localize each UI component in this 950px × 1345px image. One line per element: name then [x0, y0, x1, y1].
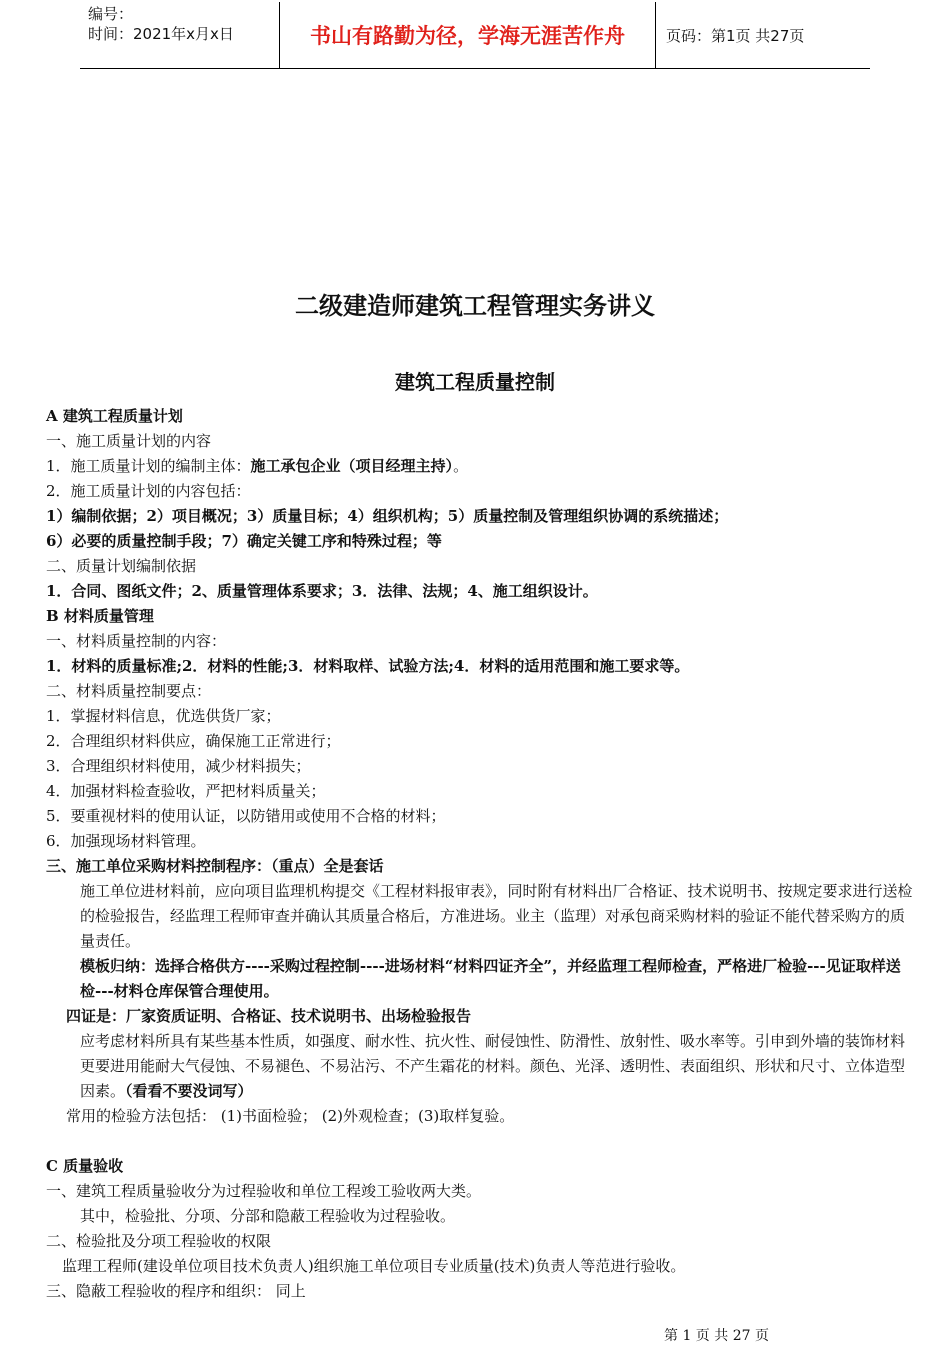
paragraph: 施工单位进材料前，应向项目监理机构提交《工程材料报审表》，同时附有材料出厂合格证、技术说明书、按规定要求进行送检的检验报告，经监理工程师审查并确认其质量合格后，方准进场。业主（监理）对承包商采购材料的验证不能代替采购方的质量责任。: [80, 882, 913, 950]
text-line: 四证是：厂家资质证明、合格证、技术说明书、出场检验报告: [66, 1007, 472, 1025]
text-line: 一、施工质量计划的内容: [46, 432, 212, 450]
list-item: 1．掌握材料信息，优选供货厂家；: [46, 707, 281, 725]
text-run: 1．施工质量计划的编制主体：: [46, 457, 251, 475]
time-label: 时间：2021年x月x日: [88, 25, 234, 43]
header-motto: 书山有路勤为径，学海无涯苦作舟: [280, 2, 656, 68]
heading-b: B 材料质量管理: [46, 607, 154, 625]
spacer: [46, 1129, 918, 1154]
text-line: 一、建筑工程质量验收分为过程验收和单位工程竣工验收两大类。: [46, 1182, 482, 1200]
list-item: 4．加强材料检查验收，严把材料质量关；: [46, 782, 326, 800]
text-line: 2．施工质量计划的内容包括：: [46, 482, 251, 500]
text-line: 监理工程师(建设单位项目技术负责人)组织施工单位项目专业质量(技术)负责人等范进行验收。: [62, 1257, 686, 1275]
text-run: 应考虑材料所具有某些基本性质，如强度、耐水性、抗火性、耐侵蚀性、防滑性、放射性、吸水率等。引申到外墙的装饰材料更要进用能耐大气侵蚀、不易褪色、不易沾污、不产生霜花的材料。颜色、光泽、透明性、表面组织、形状和尺寸、立体造型因素。: [80, 1032, 906, 1100]
paragraph: 模板归纳：选择合格供方----采购过程控制----进场材料“材料四证齐全”，并经监理工程师检查，严格进厂检验---见证取样送检---材料仓库保管合理使用。: [80, 957, 901, 1000]
paragraph: [46, 1029, 918, 1104]
number-label: 编号：: [88, 5, 134, 23]
document-body: [46, 404, 918, 1304]
list-item: 5．要重视材料的使用认证，以防错用或使用不合格的材料；: [46, 807, 446, 825]
text-line: 一、材料质量控制的内容：: [46, 632, 227, 650]
text-line: 1）编制依据；2）项目概况；3）质量目标；4）组织机构；5）质量控制及管理组织协调的系统描述；: [46, 507, 729, 525]
footer-page-number: 第 1 页 共 27 页: [664, 1328, 769, 1344]
text-line: 三、隐蔽工程验收的程序和组织： 同上: [46, 1282, 306, 1300]
text-line: 1．合同、图纸文件；2、质量管理体系要求；3．法律、法规；4、施工组织设计。: [46, 582, 598, 600]
text-line: 三、施工单位采购材料控制程序：（重点）全是套话: [46, 857, 384, 875]
section-title: 建筑工程质量控制: [395, 370, 555, 394]
text-line: 二、材料质量控制要点：: [46, 682, 212, 700]
heading-a: A 建筑工程质量计划: [46, 407, 183, 425]
header-meta: [80, 2, 280, 68]
text-line: [46, 454, 918, 479]
text-line: 二、质量计划编制依据: [46, 557, 197, 575]
text-run-bold: 施工承包企业（项目经理主持）: [250, 457, 454, 475]
list-item: 6．加强现场材料管理。: [46, 832, 206, 850]
text-line: 1．材料的质量标准;2．材料的性能;3．材料取样、试验方法;4．材料的适用范围和施工要求等。: [46, 657, 690, 675]
list-item: 3．合理组织材料使用，减少材料损失；: [46, 757, 311, 775]
text-line: 二、检验批及分项工程验收的权限: [46, 1232, 272, 1250]
list-item: 2．合理组织材料供应，确保施工正常进行；: [46, 732, 341, 750]
page-header: [80, 2, 870, 69]
text-line: 常用的检验方法包括： (1)书面检验； (2)外观检查；(3)取样复验。: [66, 1107, 515, 1125]
text-line: 其中，检验批、分项、分部和隐蔽工程验收为过程验收。: [80, 1207, 456, 1225]
text-line: 6）必要的质量控制手段；7）确定关键工序和特殊过程；等: [46, 532, 442, 550]
text-run-bold: （看看不要没词写）: [125, 1082, 253, 1100]
text-run: 。: [453, 457, 469, 475]
heading-c: C 质量验收: [46, 1157, 124, 1175]
document-title: 二级建造师建筑工程管理实务讲义: [295, 292, 655, 320]
header-page-info: 页码：第1页 共27页: [666, 26, 805, 45]
